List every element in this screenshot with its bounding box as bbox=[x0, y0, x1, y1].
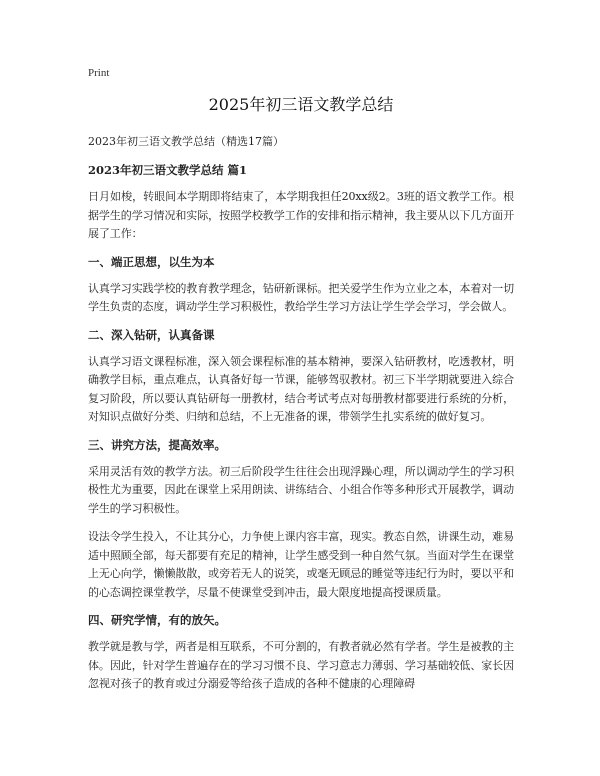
print-label: Print bbox=[88, 67, 110, 79]
document-title: 2025年初三语文教学总结 bbox=[208, 95, 394, 114]
section-heading-1: 一、端正思想，以生为本 bbox=[88, 254, 215, 269]
section-3-paragraph-1: 采用灵活有效的教学方法。初三后阶段学生往往会出现浮躁心理，所以调动学生的学习积极性尤为重要，因此在课堂上采用朗读、讲练结合、小组合作等多种形式开展教学，调动学生的学习积极性。 bbox=[88, 464, 514, 515]
section-2-paragraph-1: 认真学习语文课程标准，深入领会课程标准的基本精神，要深入钻研教材，吃透教材，明确教学目标，重点难点，认真备好每一节课，能够驾驭教材。初三下半学期就要进入综合复习阶段，所以要认真钻研每一册教材，结合考试考点对每册教材都要进行系统的分析，对知识点做好分类、归纳和总结，不上无准备的课，带领学生扎实系统的做好复习。 bbox=[88, 354, 514, 423]
document-subtitle: 2023年初三语文教学总结（精选17篇） bbox=[88, 135, 284, 148]
section-4-paragraph-1: 教学就是教与学，两者是相互联系，不可分割的，有教者就必然有学者。学生是被教的主体。因此，针对学生普遍存在的学习习惯不良、学习意志力薄弱、学习基础较低、家长因忽视对孩子的教育或过分溺爱等给孩子造成的各种不健康的心理障碍 bbox=[88, 640, 514, 690]
document-page bbox=[88, 66, 514, 704]
article-heading: 2023年初三语文教学总结 篇1 bbox=[88, 163, 248, 177]
section-3-paragraph-2: 设法令学生投入，不让其分心，力争使上课内容丰富，现实。教态自然，讲课生动，难易适中照顾全部，每天都要有充足的精神，让学生感受到一种自然气氛。当面对学生在课堂上无心向学，懒懒散散，或旁若无人的说笑，或毫无顾忌的睡觉等违纪行为时，要以平和的心态调控课堂教学，尽量不使课堂受到冲击，最大限度地提高授课质量。 bbox=[88, 530, 514, 599]
section-1-paragraph-1: 认真学习实践学校的教育教学理念，钻研新课标。把关爱学生作为立业之本，本着对一切学生负责的态度，调动学生学习积极性，教给学生学习方法让学生学会学习，学会做人。 bbox=[88, 281, 514, 313]
section-heading-3: 三、讲究方法，提高效率。 bbox=[88, 437, 226, 452]
intro-paragraph: 日月如梭，转眼间本学期即将结束了，本学期我担任20xx级2。3班的语文教学工作。根据学生的学习情况和实际，按照学校教学工作的安排和指示精神，我主要从以下几方面开展了工作： bbox=[88, 190, 514, 240]
section-heading-2: 二、深入钻研，认真备课 bbox=[88, 327, 215, 342]
section-heading-4: 四、研究学情，有的放矢。 bbox=[88, 613, 226, 627]
